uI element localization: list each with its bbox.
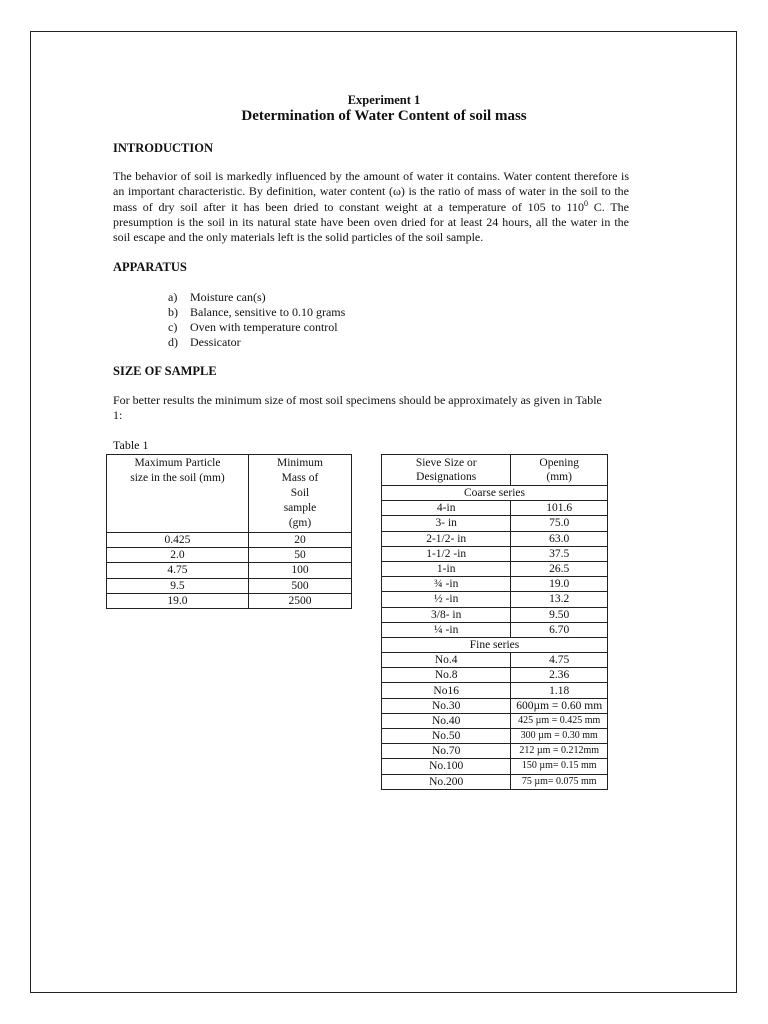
table-row — [382, 683, 608, 698]
list-marker: c) — [168, 320, 178, 334]
table-row — [107, 548, 352, 563]
list-marker: a) — [168, 290, 178, 304]
table-cell: 2.0 — [107, 548, 249, 563]
coarse-series-row — [382, 486, 608, 501]
table-cell: No.4 — [382, 653, 511, 668]
table-cell: 6.70 — [511, 622, 608, 637]
table-row — [382, 622, 608, 637]
table-row — [382, 759, 608, 774]
table-row — [382, 516, 608, 531]
table-cell: 63.0 — [511, 531, 608, 546]
table-cell: No.200 — [382, 774, 511, 789]
table-cell: 19.0 — [511, 577, 608, 592]
table-cell: 4-in — [382, 501, 511, 516]
table-cell: 75.0 — [511, 516, 608, 531]
introduction-text-part2: C. The presumption is the soil in its natural state have been oven dried for at least 24 hours, all the water in the soil escape and the only materials left is the solid particles of the soil sample. — [113, 199, 630, 245]
table-cell: 101.6 — [511, 501, 608, 516]
table-row — [382, 744, 608, 759]
table-row — [382, 561, 608, 576]
list-item — [168, 305, 345, 320]
table-cell: 37.5 — [511, 546, 608, 561]
table-cell: No.30 — [382, 698, 511, 713]
document-title: Determination of Water Content of soil mass — [241, 108, 527, 124]
table-cell: No16 — [382, 683, 511, 698]
table-cell: 4.75 — [511, 653, 608, 668]
table-cell: 2500 — [248, 593, 351, 608]
table-cell: 26.5 — [511, 561, 608, 576]
table-cell: No.100 — [382, 759, 511, 774]
introduction-heading: INTRODUCTION — [113, 141, 214, 155]
table-cell: 300 µm = 0.30 mm — [511, 729, 608, 744]
table-row — [382, 501, 608, 516]
table-cell: 1-in — [382, 561, 511, 576]
table1-header-particle-size: Maximum Particle size in the soil (mm) — [107, 455, 249, 533]
coarse-series-label: Coarse series — [382, 486, 608, 501]
table-row — [382, 653, 608, 668]
table-cell: 600µm = 0.60 mm — [511, 698, 608, 713]
table-cell: 2-1/2- in — [382, 531, 511, 546]
table-cell: ½ -in — [382, 592, 511, 607]
list-marker: d) — [168, 335, 178, 349]
table-cell: 75 µm= 0.075 mm — [511, 774, 608, 789]
introduction-paragraph — [113, 169, 629, 245]
table1-caption: Table 1 — [113, 438, 149, 452]
table-cell: No.40 — [382, 713, 511, 728]
list-item-text: Oven with temperature control — [190, 320, 338, 334]
table-row — [382, 546, 608, 561]
table1-header-min-mass: Minimum Mass of Soil sample (gm) — [248, 455, 351, 533]
table-cell: 212 µm = 0.212mm — [511, 744, 608, 759]
table-row — [382, 729, 608, 744]
list-item-text: Moisture can(s) — [190, 290, 266, 304]
table-cell: 150 µm= 0.15 mm — [511, 759, 608, 774]
table-cell: 0.425 — [107, 533, 249, 548]
table-cell: 3- in — [382, 516, 511, 531]
introduction-text-part1: The behavior of soil is markedly influenced by the amount of water it contains. Water content therefore is an important characteristic. By definition, water content (ω) is the ratio of mass of water in the soil to the mass of dry soil after it has been dried to constant weight at a temperature of 105 to 110 — [113, 169, 629, 214]
apparatus-list — [168, 290, 345, 350]
table-row — [107, 593, 352, 608]
table-row — [107, 563, 352, 578]
list-item — [168, 335, 345, 350]
table-row — [382, 531, 608, 546]
table2-header-opening: Opening (mm) — [511, 455, 608, 486]
table-row — [107, 533, 352, 548]
table-cell: 9.50 — [511, 607, 608, 622]
table2-header-sieve: Sieve Size or Designations — [382, 455, 511, 486]
list-item-text: Dessicator — [190, 335, 241, 349]
table-row — [382, 698, 608, 713]
table-cell: 13.2 — [511, 592, 608, 607]
experiment-number: Experiment 1 — [347, 93, 421, 107]
table-cell: 3/8- in — [382, 607, 511, 622]
table-cell: 50 — [248, 548, 351, 563]
table-row — [382, 607, 608, 622]
table2 — [381, 454, 608, 790]
table-cell: ¼ -in — [382, 622, 511, 637]
table-cell: 9.5 — [107, 578, 249, 593]
table-row — [382, 713, 608, 728]
size-of-sample-paragraph: For better results the minimum size of most soil specimens should be approximately as given in Table 1: — [113, 393, 602, 423]
table-cell: 425 µm = 0.425 mm — [511, 713, 608, 728]
table-header-row — [382, 455, 608, 486]
size-of-sample-heading: SIZE OF SAMPLE — [113, 364, 217, 378]
table-cell: 100 — [248, 563, 351, 578]
list-item-text: Balance, sensitive to 0.10 grams — [190, 305, 346, 319]
list-marker: b) — [168, 305, 178, 319]
list-item — [168, 320, 345, 335]
table-cell: No.50 — [382, 729, 511, 744]
table-cell: 500 — [248, 578, 351, 593]
table-row — [382, 668, 608, 683]
table-cell: ¾ -in — [382, 577, 511, 592]
table-cell: 4.75 — [107, 563, 249, 578]
table-cell: 19.0 — [107, 593, 249, 608]
table-row — [382, 774, 608, 789]
fine-series-row — [382, 637, 608, 652]
table-cell: No.8 — [382, 668, 511, 683]
list-item — [168, 290, 345, 305]
table-cell: No.70 — [382, 744, 511, 759]
table-header-row — [107, 455, 352, 533]
table-cell: 20 — [248, 533, 351, 548]
table-row — [382, 592, 608, 607]
fine-series-label: Fine series — [382, 637, 608, 652]
apparatus-heading: APPARATUS — [113, 260, 187, 274]
table-row — [382, 577, 608, 592]
table-cell: 1.18 — [511, 683, 608, 698]
table-cell: 1-1/2 -in — [382, 546, 511, 561]
table-row — [107, 578, 352, 593]
table-cell: 2.36 — [511, 668, 608, 683]
table1 — [106, 454, 352, 609]
degree-superscript: 0 — [584, 198, 589, 208]
